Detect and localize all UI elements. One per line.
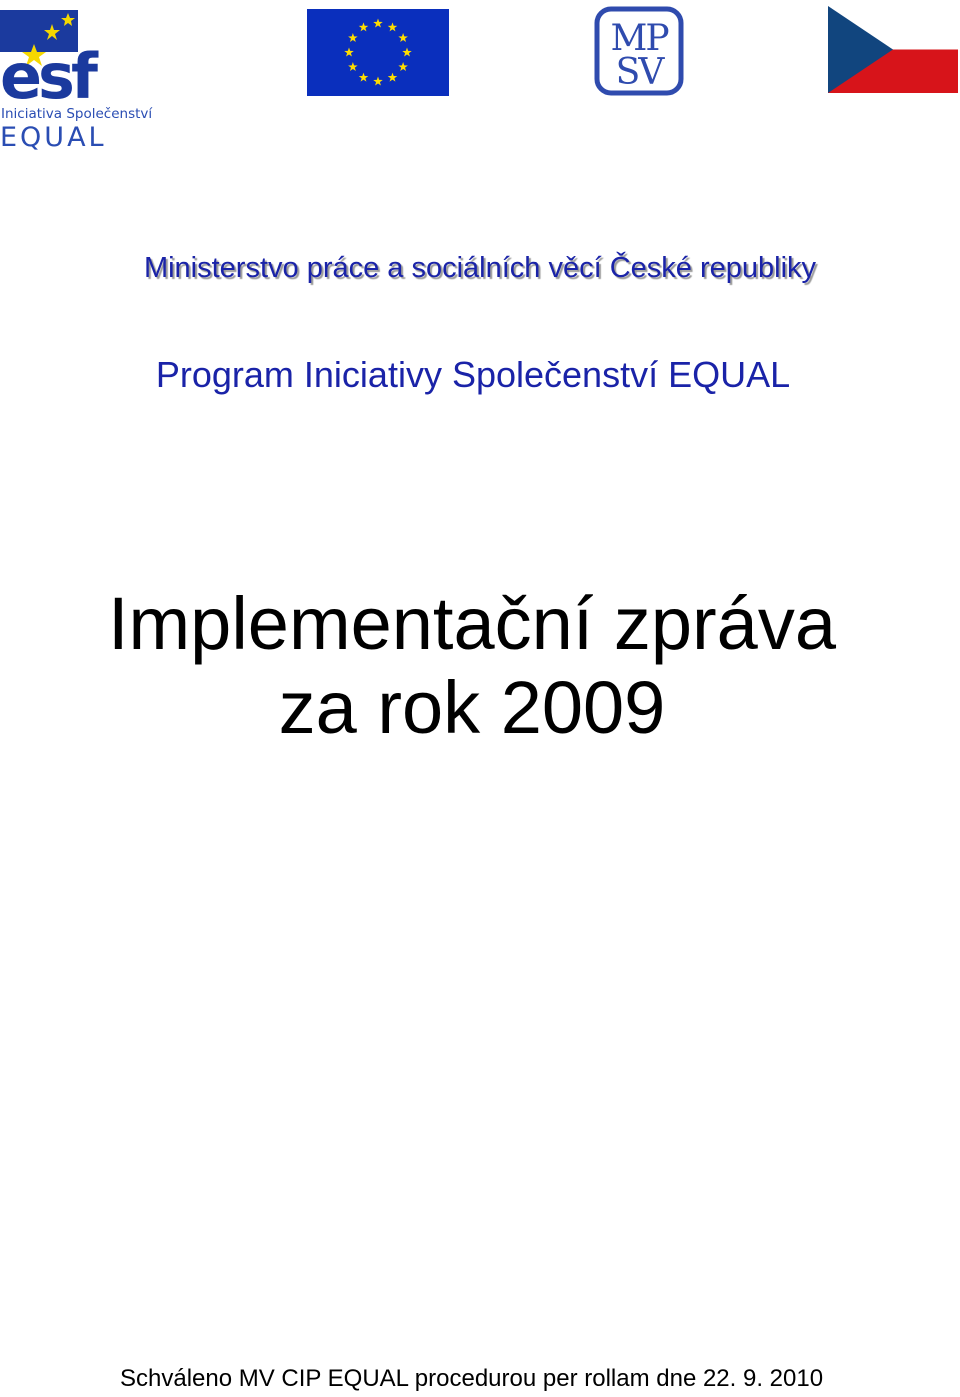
- esf-line1: Iniciativa Společenství: [1, 106, 153, 122]
- ministry-name: Ministerstvo práce a sociálních věcí České republiky: [143, 252, 817, 284]
- esf-line2: EQUAL: [0, 122, 107, 150]
- mpsv-top: MP: [610, 18, 668, 59]
- czech-flag-icon: [828, 6, 958, 93]
- report-title-line1: Implementační zpráva: [107, 582, 836, 665]
- program-name: Program Iniciativy Společenství EQUAL: [155, 354, 791, 395]
- report-title: [0, 582, 944, 750]
- mpsv-logo: [594, 6, 684, 96]
- mpsv-bottom: SV: [615, 52, 663, 93]
- esf-wordmark: esf: [0, 40, 94, 113]
- report-title-line2: za rok 2009: [278, 666, 666, 749]
- approval-note: Schváleno MV CIP EQUAL procedurou per rollam dne 22. 9. 2010: [120, 1365, 824, 1392]
- esf-equal-logo: [0, 10, 158, 150]
- eu-flag-icon: [307, 9, 449, 96]
